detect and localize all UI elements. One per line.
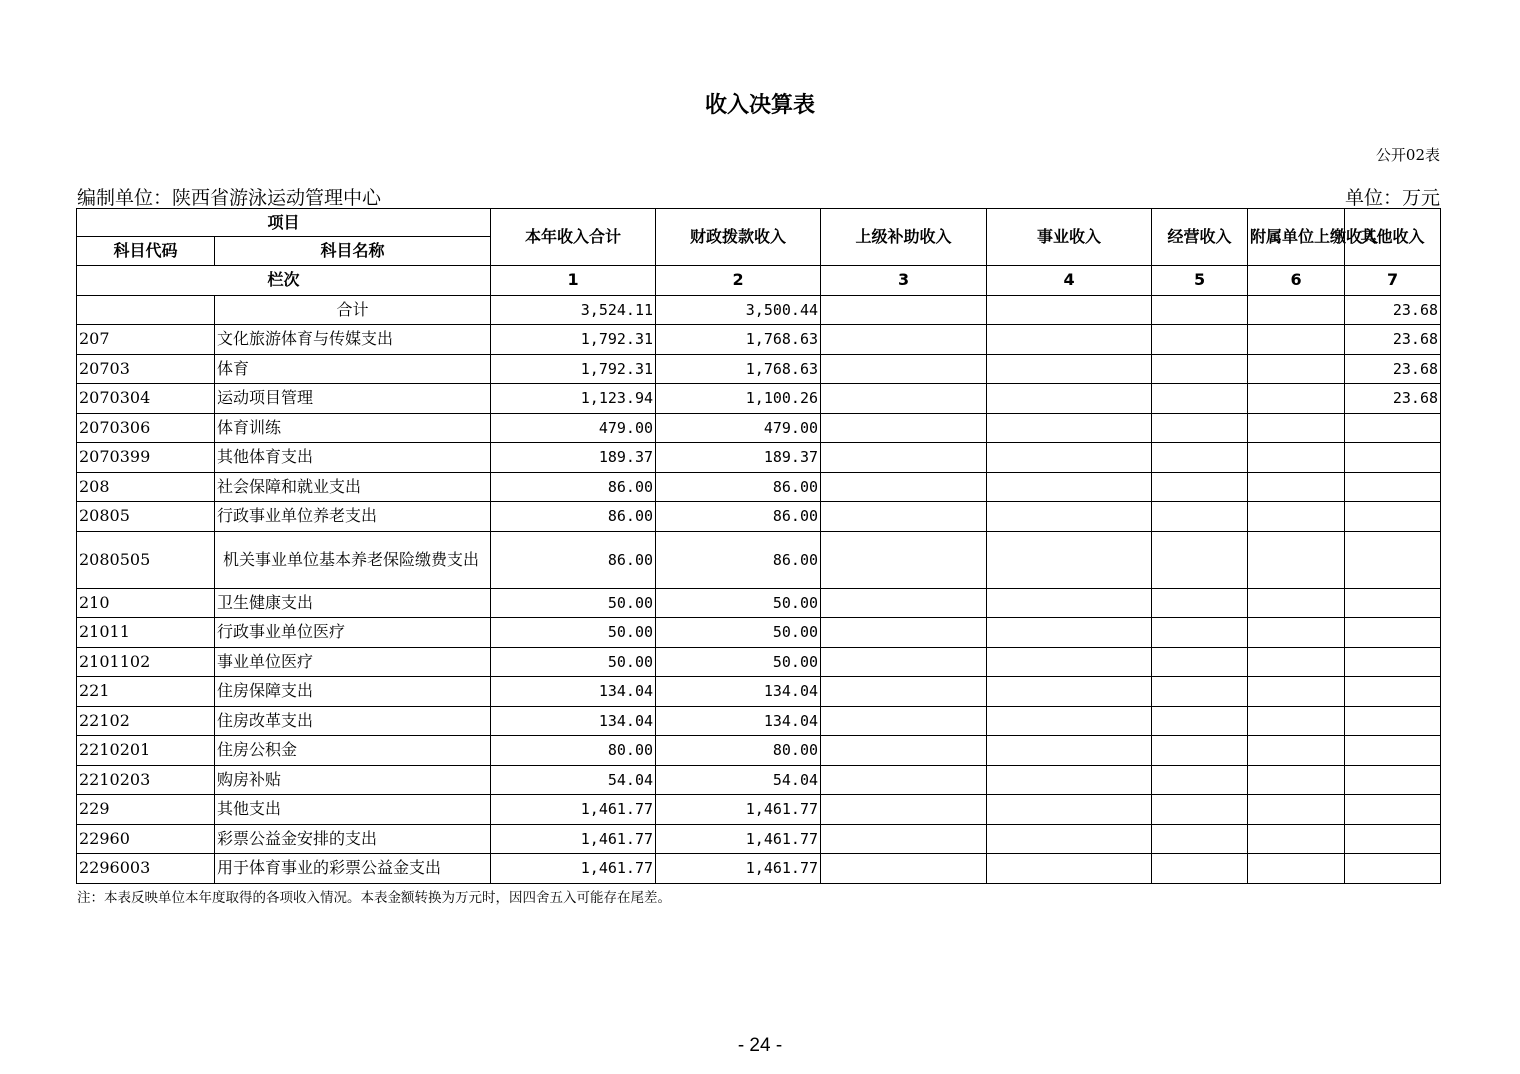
cell-total: 86.00 <box>491 502 656 532</box>
cell-business <box>987 824 1152 854</box>
column-index-number: 5 <box>1152 266 1248 296</box>
table-row <box>77 736 1441 766</box>
cell-superior <box>821 325 987 355</box>
cell-superior <box>821 502 987 532</box>
cell-other <box>1345 824 1441 854</box>
cell-superior <box>821 443 987 473</box>
compiling-unit: 编制单位：陕西省游泳运动管理中心 <box>77 187 382 209</box>
cell-business <box>987 618 1152 648</box>
cell-total: 3,524.11 <box>491 295 656 325</box>
cell-fiscal: 80.00 <box>656 736 821 766</box>
cell-total: 479.00 <box>491 413 656 443</box>
cell-business <box>987 765 1152 795</box>
cell-code: 2070306 <box>77 413 215 443</box>
column-index-row <box>77 266 1441 296</box>
cell-superior <box>821 588 987 618</box>
cell-business <box>987 736 1152 766</box>
cell-operating <box>1152 472 1248 502</box>
cell-name: 运动项目管理 <box>215 384 491 414</box>
cell-fiscal: 86.00 <box>656 502 821 532</box>
cell-affiliated <box>1248 618 1345 648</box>
table-row <box>77 618 1441 648</box>
cell-other <box>1345 795 1441 825</box>
cell-fiscal: 54.04 <box>656 765 821 795</box>
cell-code <box>77 295 215 325</box>
cell-code: 210 <box>77 588 215 618</box>
cell-code: 229 <box>77 795 215 825</box>
cell-code: 21011 <box>77 618 215 648</box>
cell-name: 行政事业单位养老支出 <box>215 502 491 532</box>
cell-operating <box>1152 736 1248 766</box>
cell-operating <box>1152 795 1248 825</box>
cell-other <box>1345 854 1441 884</box>
cell-operating <box>1152 531 1248 588</box>
cell-code: 2101102 <box>77 647 215 677</box>
cell-superior <box>821 413 987 443</box>
cell-business <box>987 531 1152 588</box>
cell-name: 卫生健康支出 <box>215 588 491 618</box>
cell-other: 23.68 <box>1345 325 1441 355</box>
cell-other <box>1345 765 1441 795</box>
cell-operating <box>1152 854 1248 884</box>
cell-affiliated <box>1248 472 1345 502</box>
cell-affiliated <box>1248 647 1345 677</box>
table-row-total <box>77 295 1441 325</box>
table-row <box>77 854 1441 884</box>
column-index-label: 栏次 <box>77 266 491 296</box>
cell-code: 2070304 <box>77 384 215 414</box>
cell-superior <box>821 618 987 648</box>
cell-name: 住房公积金 <box>215 736 491 766</box>
cell-total: 54.04 <box>491 765 656 795</box>
cell-other <box>1345 472 1441 502</box>
cell-business <box>987 354 1152 384</box>
footnote: 注：本表反映单位本年度取得的各项收入情况。本表金额转换为万元时，因四舍五入可能存在尾差。 <box>77 890 671 906</box>
cell-superior <box>821 824 987 854</box>
cell-name: 行政事业单位医疗 <box>215 618 491 648</box>
cell-operating <box>1152 647 1248 677</box>
page-title: 收入决算表 <box>704 93 815 118</box>
cell-total: 80.00 <box>491 736 656 766</box>
project-group-header: 项目 <box>77 209 491 237</box>
col-header-affiliated: 附属单位上缴收入 <box>1248 209 1345 266</box>
cell-business <box>987 325 1152 355</box>
cell-superior <box>821 384 987 414</box>
cell-affiliated <box>1248 795 1345 825</box>
col-header-business: 事业收入 <box>987 209 1152 266</box>
cell-name: 住房保障支出 <box>215 677 491 707</box>
cell-superior <box>821 531 987 588</box>
cell-other <box>1345 502 1441 532</box>
cell-affiliated <box>1248 706 1345 736</box>
cell-affiliated <box>1248 531 1345 588</box>
cell-fiscal: 50.00 <box>656 618 821 648</box>
cell-business <box>987 647 1152 677</box>
cell-other <box>1345 618 1441 648</box>
cell-total: 1,461.77 <box>491 824 656 854</box>
cell-superior <box>821 736 987 766</box>
cell-code: 20805 <box>77 502 215 532</box>
cell-fiscal: 50.00 <box>656 588 821 618</box>
table-row <box>77 354 1441 384</box>
cell-affiliated <box>1248 413 1345 443</box>
cell-code: 208 <box>77 472 215 502</box>
column-index-number: 7 <box>1345 266 1441 296</box>
table-row <box>77 795 1441 825</box>
cell-code: 221 <box>77 677 215 707</box>
cell-code: 2070399 <box>77 443 215 473</box>
cell-affiliated <box>1248 854 1345 884</box>
cell-affiliated <box>1248 325 1345 355</box>
cell-name: 社会保障和就业支出 <box>215 472 491 502</box>
income-statement-table <box>76 208 1441 884</box>
table-row <box>77 531 1441 588</box>
col-header-code: 科目代码 <box>77 237 215 266</box>
column-index-number: 3 <box>821 266 987 296</box>
cell-affiliated <box>1248 765 1345 795</box>
cell-other <box>1345 647 1441 677</box>
cell-operating <box>1152 765 1248 795</box>
column-index-number: 1 <box>491 266 656 296</box>
cell-operating <box>1152 354 1248 384</box>
cell-fiscal: 1,461.77 <box>656 854 821 884</box>
cell-affiliated <box>1248 824 1345 854</box>
cell-total: 50.00 <box>491 647 656 677</box>
col-header-total: 本年收入合计 <box>491 209 656 266</box>
cell-business <box>987 384 1152 414</box>
cell-superior <box>821 765 987 795</box>
cell-operating <box>1152 413 1248 443</box>
cell-operating <box>1152 295 1248 325</box>
cell-operating <box>1152 443 1248 473</box>
table-row <box>77 647 1441 677</box>
cell-total: 134.04 <box>491 677 656 707</box>
cell-fiscal: 134.04 <box>656 677 821 707</box>
cell-name: 事业单位医疗 <box>215 647 491 677</box>
cell-superior <box>821 795 987 825</box>
cell-code: 2210201 <box>77 736 215 766</box>
cell-name: 用于体育事业的彩票公益金支出 <box>215 854 491 884</box>
cell-name: 文化旅游体育与传媒支出 <box>215 325 491 355</box>
cell-business <box>987 443 1152 473</box>
table-row <box>77 502 1441 532</box>
cell-business <box>987 472 1152 502</box>
cell-affiliated <box>1248 736 1345 766</box>
cell-total: 1,792.31 <box>491 325 656 355</box>
cell-name: 彩票公益金安排的支出 <box>215 824 491 854</box>
table-row <box>77 325 1441 355</box>
cell-code: 22960 <box>77 824 215 854</box>
cell-total: 189.37 <box>491 443 656 473</box>
cell-operating <box>1152 325 1248 355</box>
cell-business <box>987 795 1152 825</box>
column-index-number: 6 <box>1248 266 1345 296</box>
cell-business <box>987 413 1152 443</box>
cell-business <box>987 588 1152 618</box>
cell-name: 购房补贴 <box>215 765 491 795</box>
page-number: - 24 - <box>737 1035 783 1056</box>
cell-code: 2296003 <box>77 854 215 884</box>
cell-fiscal: 86.00 <box>656 531 821 588</box>
cell-superior <box>821 295 987 325</box>
cell-fiscal: 1,461.77 <box>656 824 821 854</box>
cell-superior <box>821 677 987 707</box>
table-row <box>77 765 1441 795</box>
cell-total: 50.00 <box>491 588 656 618</box>
cell-total: 86.00 <box>491 472 656 502</box>
cell-total: 1,461.77 <box>491 795 656 825</box>
cell-affiliated <box>1248 384 1345 414</box>
cell-other: 23.68 <box>1345 354 1441 384</box>
cell-affiliated <box>1248 588 1345 618</box>
cell-other <box>1345 706 1441 736</box>
cell-other: 23.68 <box>1345 295 1441 325</box>
cell-superior <box>821 472 987 502</box>
cell-other <box>1345 736 1441 766</box>
cell-other <box>1345 588 1441 618</box>
cell-fiscal: 3,500.44 <box>656 295 821 325</box>
cell-code: 20703 <box>77 354 215 384</box>
cell-name: 体育训练 <box>215 413 491 443</box>
cell-name: 其他体育支出 <box>215 443 491 473</box>
table-row <box>77 384 1441 414</box>
cell-fiscal: 479.00 <box>656 413 821 443</box>
cell-superior <box>821 706 987 736</box>
cell-operating <box>1152 588 1248 618</box>
cell-operating <box>1152 677 1248 707</box>
cell-business <box>987 854 1152 884</box>
cell-operating <box>1152 706 1248 736</box>
table-row <box>77 706 1441 736</box>
header-row-1 <box>77 209 1441 237</box>
cell-fiscal: 1,100.26 <box>656 384 821 414</box>
table-row <box>77 588 1441 618</box>
col-header-fiscal: 财政拨款收入 <box>656 209 821 266</box>
cell-code: 22102 <box>77 706 215 736</box>
cell-business <box>987 502 1152 532</box>
cell-code: 207 <box>77 325 215 355</box>
cell-operating <box>1152 824 1248 854</box>
table-row <box>77 824 1441 854</box>
column-index-number: 2 <box>656 266 821 296</box>
cell-superior <box>821 647 987 677</box>
table-row <box>77 443 1441 473</box>
col-header-operating: 经营收入 <box>1152 209 1248 266</box>
column-index-number: 4 <box>987 266 1152 296</box>
cell-superior <box>821 354 987 384</box>
cell-operating <box>1152 618 1248 648</box>
cell-other <box>1345 413 1441 443</box>
cell-affiliated <box>1248 295 1345 325</box>
table-row <box>77 413 1441 443</box>
cell-total: 1,461.77 <box>491 854 656 884</box>
cell-name: 住房改革支出 <box>215 706 491 736</box>
cell-business <box>987 706 1152 736</box>
cell-other <box>1345 677 1441 707</box>
cell-fiscal: 50.00 <box>656 647 821 677</box>
col-header-name: 科目名称 <box>215 237 491 266</box>
cell-name: 其他支出 <box>215 795 491 825</box>
cell-superior <box>821 854 987 884</box>
cell-name: 机关事业单位基本养老保险缴费支出 <box>215 531 491 588</box>
table-body <box>77 295 1441 883</box>
table-row <box>77 472 1441 502</box>
currency-unit: 单位：万元 <box>1344 187 1440 209</box>
cell-name: 体育 <box>215 354 491 384</box>
form-number: 公开02表 <box>1375 146 1440 164</box>
cell-business <box>987 677 1152 707</box>
cell-operating <box>1152 502 1248 532</box>
cell-fiscal: 1,768.63 <box>656 354 821 384</box>
cell-affiliated <box>1248 443 1345 473</box>
cell-affiliated <box>1248 502 1345 532</box>
cell-code: 2080505 <box>77 531 215 588</box>
cell-fiscal: 1,768.63 <box>656 325 821 355</box>
cell-code: 2210203 <box>77 765 215 795</box>
table-row <box>77 677 1441 707</box>
cell-fiscal: 134.04 <box>656 706 821 736</box>
cell-other: 23.68 <box>1345 384 1441 414</box>
cell-other <box>1345 443 1441 473</box>
cell-fiscal: 86.00 <box>656 472 821 502</box>
cell-total: 86.00 <box>491 531 656 588</box>
cell-other <box>1345 531 1441 588</box>
col-header-superior: 上级补助收入 <box>821 209 987 266</box>
cell-name: 合计 <box>215 295 491 325</box>
cell-fiscal: 1,461.77 <box>656 795 821 825</box>
cell-fiscal: 189.37 <box>656 443 821 473</box>
col-header-other: 其他收入 <box>1345 209 1441 266</box>
cell-total: 50.00 <box>491 618 656 648</box>
cell-total: 1,123.94 <box>491 384 656 414</box>
cell-total: 1,792.31 <box>491 354 656 384</box>
cell-affiliated <box>1248 354 1345 384</box>
cell-total: 134.04 <box>491 706 656 736</box>
cell-business <box>987 295 1152 325</box>
cell-affiliated <box>1248 677 1345 707</box>
cell-operating <box>1152 384 1248 414</box>
